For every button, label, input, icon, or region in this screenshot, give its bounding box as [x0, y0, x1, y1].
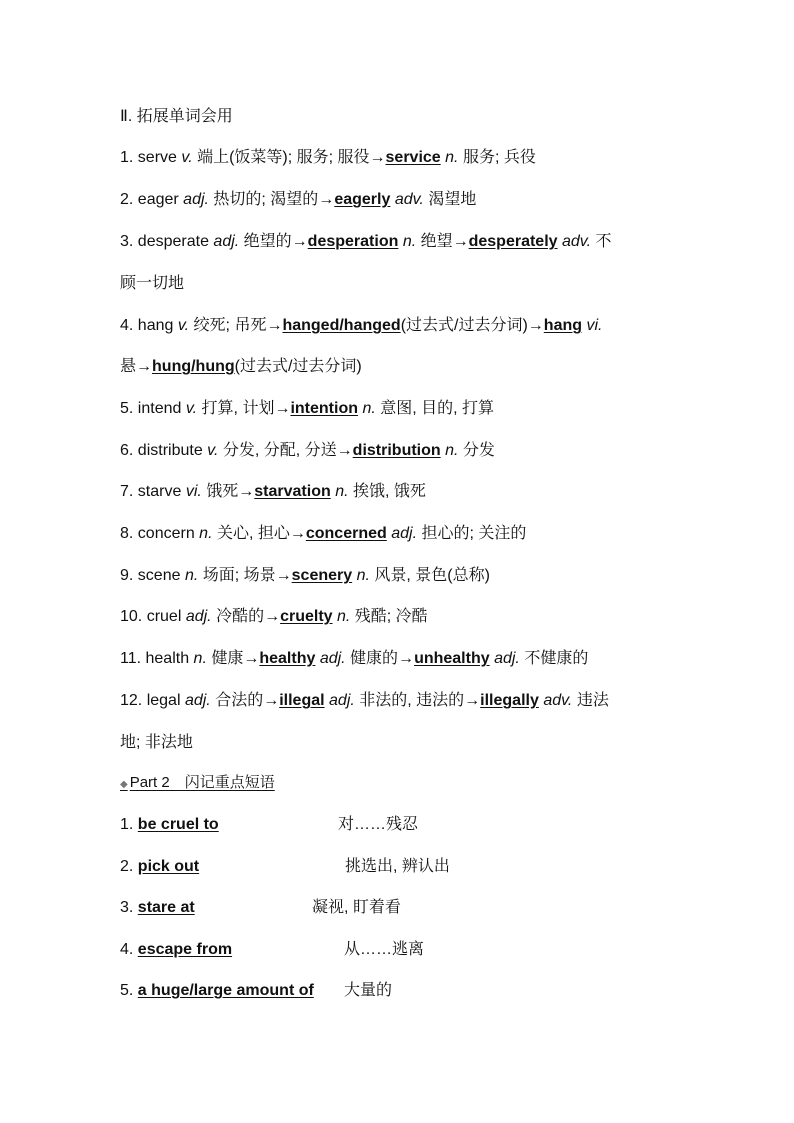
headword: starve	[137, 483, 182, 500]
derived-word: eagerly	[334, 191, 391, 208]
word-entry	[120, 315, 602, 337]
part-of-speech: n.	[184, 567, 199, 584]
definition-text: 风景, 景色(总称)	[369, 567, 490, 584]
definition-text: 冷酷的→	[211, 608, 281, 625]
part-of-speech: adj.	[183, 191, 209, 208]
part-of-speech: adv.	[543, 692, 573, 709]
definition-text: 场面; 场景→	[198, 567, 292, 584]
part-of-speech: adj.	[185, 608, 212, 625]
derived-word: scenery	[291, 567, 353, 584]
section-title: Ⅱ. 拓展单词会用	[120, 108, 233, 125]
word-entry-continuation	[120, 732, 193, 754]
definition-text: 顾一切地	[120, 275, 185, 292]
definition-text: 打算, 计划→	[197, 400, 291, 417]
derived-word: intention	[290, 400, 358, 417]
phrase-entry	[120, 856, 520, 878]
definition-text: 健康的→	[345, 650, 415, 667]
headword: scene	[137, 567, 181, 584]
part-of-speech: v.	[177, 317, 190, 334]
headword: intend	[137, 400, 182, 417]
definition-text: 绝望→	[416, 233, 469, 250]
word-entry	[120, 189, 476, 211]
part-of-speech: adj.	[494, 650, 520, 667]
diamond-icon: ◆	[120, 779, 128, 790]
headword: serve	[137, 149, 177, 166]
derived-word: hanged/hanged	[282, 317, 401, 334]
word-entry	[120, 523, 526, 545]
entry-number: 3.	[120, 233, 138, 250]
phrase-english: be cruel to	[137, 816, 219, 833]
definition-text: 违法	[572, 692, 609, 709]
part-of-speech: n.	[335, 483, 349, 500]
derived-word: illegal	[279, 692, 325, 709]
definition-text: 合法的→	[210, 692, 280, 709]
entry-number: 9.	[120, 567, 138, 584]
word-entry-continuation	[120, 356, 362, 378]
part-of-speech: adv.	[394, 191, 424, 208]
part-of-speech: n.	[445, 149, 459, 166]
definition-text: 分发	[458, 442, 495, 459]
phrase-entry	[120, 897, 520, 919]
definition-text: 非法的, 违法的→	[354, 692, 481, 709]
definition-text: 不健康的	[519, 650, 589, 667]
phrase-chinese: 凝视, 盯着看	[312, 899, 401, 916]
phrase-english: pick out	[137, 858, 200, 875]
derived-word: service	[385, 149, 441, 166]
part-of-speech: adj.	[391, 525, 418, 542]
headword: desperate	[137, 233, 209, 250]
definition-text: 担心的; 关注的	[417, 525, 527, 542]
word-entry	[120, 690, 609, 712]
entry-number: 3.	[120, 899, 138, 916]
entry-number: 1.	[120, 149, 138, 166]
word-entry	[120, 440, 495, 462]
part-of-speech: n.	[362, 400, 376, 417]
definition-text: 绞死; 吊死→	[189, 317, 283, 334]
derived-word: unhealthy	[414, 650, 490, 667]
entry-number: 6.	[120, 442, 138, 459]
derived-word: desperation	[307, 233, 399, 250]
entry-number: 4.	[120, 317, 138, 334]
phrase-english: a huge/large amount of	[137, 982, 314, 999]
headword: eager	[137, 191, 179, 208]
part-of-speech: v.	[207, 442, 219, 459]
part-of-speech: n.	[356, 567, 370, 584]
derived-word: illegally	[480, 692, 539, 709]
definition-text: 服务; 兵役	[458, 149, 536, 166]
word-entry-continuation	[120, 273, 184, 295]
definition-text: 端上(饭菜等); 服务; 服役→	[192, 149, 386, 166]
phrase-chinese: 挑选出, 辨认出	[345, 858, 450, 875]
entry-number: 4.	[120, 941, 138, 958]
derived-word: desperately	[468, 233, 558, 250]
derived-word: cruelty	[280, 608, 333, 625]
part-of-speech: vi.	[586, 317, 603, 334]
word-entry	[120, 481, 426, 503]
phrase-chinese: 大量的	[344, 982, 393, 999]
entry-number: 2.	[120, 191, 138, 208]
definition-text: 关心, 担心→	[212, 525, 306, 542]
phrase-english: escape from	[137, 941, 233, 958]
phrase-chinese: 对……残忍	[338, 816, 419, 833]
definition-text: 饿死→	[201, 483, 255, 500]
part-of-speech: vi.	[185, 483, 202, 500]
word-entry	[120, 147, 536, 169]
definition-text: 健康→	[206, 650, 260, 667]
part-of-speech: adv.	[562, 233, 592, 250]
definition-text: 意图, 目的, 打算	[375, 400, 495, 417]
phrase-entry	[120, 980, 520, 1002]
entry-number: 7.	[120, 483, 138, 500]
definition-text: 热切的; 渴望的→	[208, 191, 335, 208]
derived-word: healthy	[259, 650, 316, 667]
definition-text: 渴望地	[423, 191, 477, 208]
entry-number: 12.	[120, 692, 147, 709]
entry-number: 5.	[120, 400, 138, 417]
entry-number: 1.	[120, 816, 138, 833]
headword: distribute	[137, 442, 203, 459]
derived-word: hung/hung	[152, 358, 235, 375]
word-entry	[120, 565, 490, 587]
phrase-chinese: 从……逃离	[344, 941, 425, 958]
word-entry	[120, 398, 494, 420]
definition-text: 分发, 分配, 分送→	[218, 442, 353, 459]
entry-number: 11.	[120, 650, 146, 667]
definition-text: 悬→	[120, 358, 153, 375]
entry-number: 2.	[120, 858, 138, 875]
definition-text: 挨饿, 饿死	[348, 483, 426, 500]
entry-number: 10.	[120, 608, 147, 625]
part-of-speech: adj.	[319, 650, 346, 667]
headword: health	[145, 650, 190, 667]
word-entry	[120, 648, 588, 670]
part-of-speech: adj.	[213, 233, 240, 250]
part-of-speech: n.	[199, 525, 213, 542]
definition-text: (过去式/过去分词)→	[400, 317, 544, 334]
entry-number: 8.	[120, 525, 138, 542]
definition-text: 绝望的→	[239, 233, 308, 250]
definition-text: 残酷; 冷酷	[350, 608, 428, 625]
headword: concern	[137, 525, 195, 542]
part-of-speech: adj.	[329, 692, 355, 709]
definition-text: 不	[591, 233, 612, 250]
part-of-speech: adj.	[184, 692, 211, 709]
headword: legal	[146, 692, 181, 709]
part-of-speech: n.	[337, 608, 351, 625]
word-entry	[120, 606, 428, 628]
part-of-speech: v.	[181, 149, 193, 166]
part-of-speech: n.	[193, 650, 207, 667]
phrase-entry	[120, 814, 520, 836]
definition-text: 地; 非法地	[120, 734, 193, 751]
entry-number: 5.	[120, 982, 138, 999]
derived-word: starvation	[254, 483, 331, 500]
headword: hang	[137, 317, 174, 334]
phrase-entry	[120, 939, 520, 961]
part2-title: Part 2 闪记重点短语	[129, 774, 275, 791]
derived-word: distribution	[352, 442, 441, 459]
derived-word: concerned	[305, 525, 387, 542]
definition-text: (过去式/过去分词)	[234, 358, 362, 375]
part2-header	[120, 772, 275, 796]
headword: cruel	[146, 608, 182, 625]
part-of-speech: n.	[402, 233, 417, 250]
word-entry	[120, 231, 612, 253]
part-of-speech: v.	[185, 400, 198, 417]
derived-word: hang	[543, 317, 583, 334]
phrase-english: stare at	[137, 899, 195, 916]
part-of-speech: n.	[445, 442, 459, 459]
